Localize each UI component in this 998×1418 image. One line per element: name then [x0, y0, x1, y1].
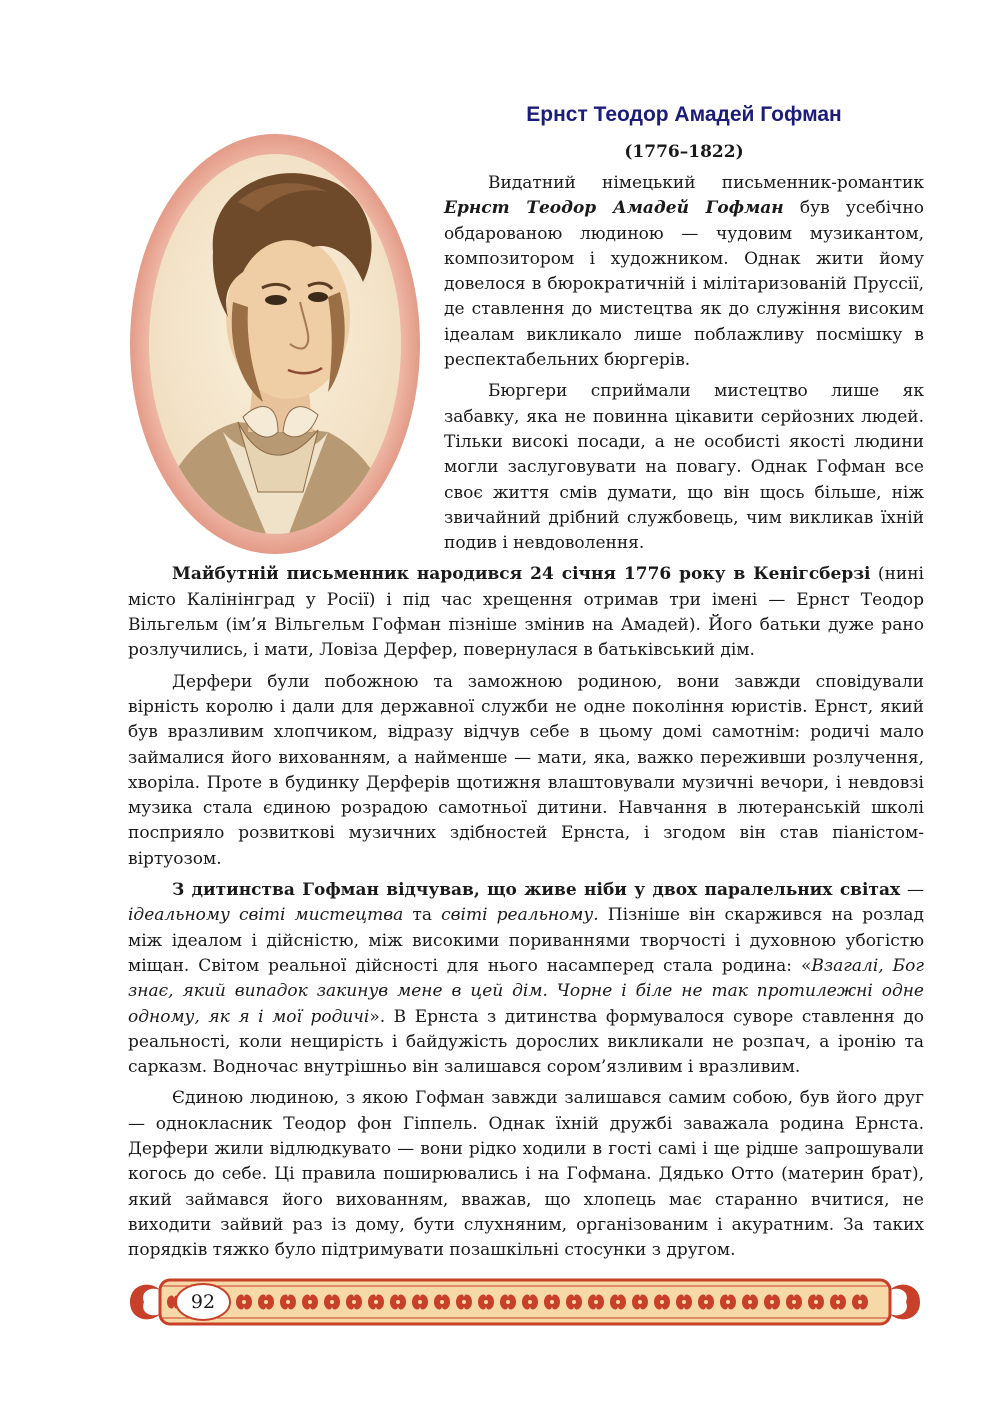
ornament-dot [858, 1300, 862, 1304]
ornament-dot [352, 1300, 356, 1304]
ornament-dot [572, 1300, 576, 1304]
ornament-dot [638, 1300, 642, 1304]
article-body [128, 171, 924, 1269]
ornament-dot [264, 1300, 268, 1304]
ornament-dot [748, 1300, 752, 1304]
ornament-dot [550, 1300, 554, 1304]
page-number [174, 1282, 232, 1322]
ornament-dot [836, 1300, 840, 1304]
ornament-dot [594, 1300, 598, 1304]
paragraph: З дитинства Гофман відчував, що живе ніби у двох паралельних світах — ідеальному світі мистецтва та світі реальному. Пізніше він скаржився на розлад між ідеалом і дійсністю, між високими пориваннями творчості і духовною убогістю міщан. Світом реальної дійсності для нього насамперед стала родина: «Взагалі, Бог знає, який випадок закинув мене в цей дім. Чорне і біле не так протилежні одне одному, як я і мої родичі». В Ернста з дитинства формувалося суворе ставлення до реальності, коли нещирість і байдужість дорослих викликали не розпач, а іронію та сарказм. Водночас внутрішньо він залишався сором’язливим і вразливим. [128, 880, 924, 1078]
ornament-dot [484, 1300, 488, 1304]
ornament-dot [440, 1300, 444, 1304]
ornament-dot [528, 1300, 532, 1304]
ornament-dot [242, 1300, 246, 1304]
ornament-dot [308, 1300, 312, 1304]
ornament-dot [462, 1300, 466, 1304]
ornament-dot [814, 1300, 818, 1304]
ornament-dot [726, 1300, 730, 1304]
paragraph: Бюргери сприймали мистецтво лише як забавку, яка не повинна цікавити серйозних людей. Тільки високі посади, а не особисті якості людини могли заслуговувати на повагу. Однак Гофман все своє життя смів думати, що він щось більше, ніж звичайний дрібний службовець, чим викликав їхній подив і невдоволення. [444, 381, 924, 554]
ornament-dot [616, 1300, 620, 1304]
ornament-dot [704, 1300, 708, 1304]
ornament-dot [506, 1300, 510, 1304]
ornament-dot [396, 1300, 400, 1304]
paragraph: Видатний німецький письменник-романтик Ернст Теодор Амадей Гофман був усебічно обдарованою людиною — чудовим музикантом, композитором і художником. Однак жити йому довелося в бюрократичній і мілітаризованій Пруссії, де ставлення до мистецтва як до служіння високим ідеалам викликало лише поблажливу посмішку в респектабельних бюргерів. [444, 173, 924, 371]
paragraph: Дерфери були побожною та заможною родиною, вони завжди сповідували вірність королю і дали для державної служби не одне покоління юристів. Ернст, який був вразливим хлопчиком, відразу відчув себе в цьому домі самотнім: родичі мало займалися його вихованням, а найменше — мати, яка, важко переживши розлучення, хворіла. Проте в будинку Дерферів щотижня влаштовували музичні вечори, і невдовзі музика стала єдиною розрадою самотньої дитини. Навчання в лютеранській школі посприяло розвиткові музичних здібностей Ернста, і згодом він став піаністом-віртуозом. [128, 671, 924, 869]
article-title: Ернст Теодор Амадей Гофман [526, 103, 842, 126]
ornament-dot [682, 1300, 686, 1304]
ornament-dot [770, 1300, 774, 1304]
ornament-dot [660, 1300, 664, 1304]
ornament-dot [418, 1300, 422, 1304]
ornament-dot [792, 1300, 796, 1304]
ornament-dot [374, 1300, 378, 1304]
portrait-wrap-space [128, 171, 444, 541]
paragraph: Єдиною людиною, з якою Гофман завжди залишався самим собою, був його друг — однокласник Теодор фон Гіппель. Однак їхній дружбі заважала родина Ернста. Дерфери жили відлюдкувато — вони рідко ходили в гості самі і ще рідше запрошували когось до себе. Ці правила поширювались і на Гофмана. Дядько Отто (материн брат), який займався його вихованням, вважав, що хлопець має старанно вчитися, не виходити зайвий раз із дому, бути слухняним, організованим і акуратним. За таких порядків тяжко було підтримувати позашкільні стосунки з другом. [128, 1088, 924, 1261]
page-number-label: 92 [190, 1291, 216, 1313]
paragraph: Майбутній письменник народився 24 січня 1776 року в Кенігсберзі (нині місто Калінінград у Росії) і під час хрещення отримав три імені — Ернст Теодор Вільгельм (ім’я Вільгельм Гофман пізніше змінив на Амадей). Його батьки дуже рано розлучились, і мати, Ловіза Дерфер, повернулася в батьківський дім. [128, 564, 924, 661]
ornament-dot [286, 1300, 290, 1304]
footer-ornament [124, 1274, 926, 1330]
life-years: (1776–1822) [624, 142, 744, 162]
ornament-dot [330, 1300, 334, 1304]
